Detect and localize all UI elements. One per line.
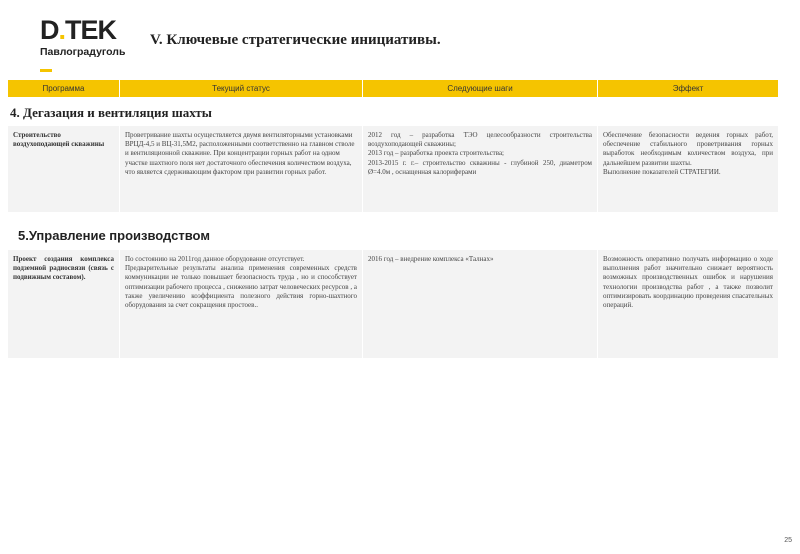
program-cell: Строительство воздухоподающей скважины	[8, 126, 120, 212]
next-steps-cell: 2016 год – внедрение комплекса «Талнах»	[363, 250, 598, 358]
slide-title: V. Ключевые стратегические инициативы.	[150, 32, 441, 48]
table-header	[8, 80, 779, 97]
logo-mark: D.TEK	[40, 15, 117, 45]
next-step-item: 2013 год – разработка проекта строительства;	[368, 149, 504, 158]
effect-cell	[598, 126, 779, 212]
column-header-next-steps: Следующие шаги	[363, 80, 598, 97]
status-item: По состоянию на 2011год данное оборудование отсутствует.	[125, 255, 305, 263]
next-step-item: 2012 год – разработка ТЭО целесообразности строительства воздухоподающей скважины;	[368, 131, 592, 149]
logo-subtitle: Павлоградуголь	[40, 46, 126, 58]
status-cell	[120, 250, 363, 358]
next-step-item: 2013-2015 г. г.– строительство скважины - глубиной 250, диаметром Ø=4.0м , оснащенная калориферами	[368, 158, 592, 176]
effect-item: Выполнение показателей СТРАТЕГИИ.	[603, 167, 721, 176]
status-cell: Проветривание шахты осуществляется двумя вентиляторными установками ВРЦД-4,5 и ВЦ-31,5М2, расположенными соответственно на главном стволе и вентиляционной скважине. При концентрации горных работ на одном участке шахтного поля нет достаточного обеспечения количеством воздуха, что является сдерживающим фактором при развитии горных работ.	[120, 126, 363, 212]
page-number: 25	[784, 537, 792, 544]
next-steps-cell	[363, 126, 598, 212]
status-item: Предварительные результаты анализа применения современных средств коммуникации не только повышает безопасность труда , но и способствует оптимизации рабочего процесса , снижению затрат человеческих ресурсов , а также увеличению коэффициента полезного действия горно-шахтного оборудования за счет сокращения простоев..	[125, 264, 357, 310]
company-logo	[40, 16, 135, 62]
table-row	[8, 126, 779, 212]
effect-item: Обеспечение безопасности ведения горных работ, обеспечение стабильного проветривания горных выработок необходимым количеством воздуха, при дальнейшем развитии шахты.	[603, 131, 773, 167]
column-header-effect: Эффект	[598, 80, 779, 97]
effect-cell: Возможность оперативно получать информацию о ходе выполнения работ значительно снижает вероятность возможных производственных ошибок и нарушения технологии производства работ , а также позволит оптимизировать координацию проведения спасательных операций.	[598, 250, 779, 358]
column-header-status: Текущий статус	[120, 80, 363, 97]
section-4-title: 4. Дегазация и вентиляция шахты	[10, 105, 212, 120]
program-cell: Проект создания комплекса подземной радиосвязи (связь с подвижным составом).	[8, 250, 120, 358]
table-row	[8, 250, 779, 358]
accent-divider	[40, 69, 52, 72]
column-header-program: Программа	[8, 80, 120, 97]
section-5-title: 5.Управление производством	[18, 228, 210, 243]
